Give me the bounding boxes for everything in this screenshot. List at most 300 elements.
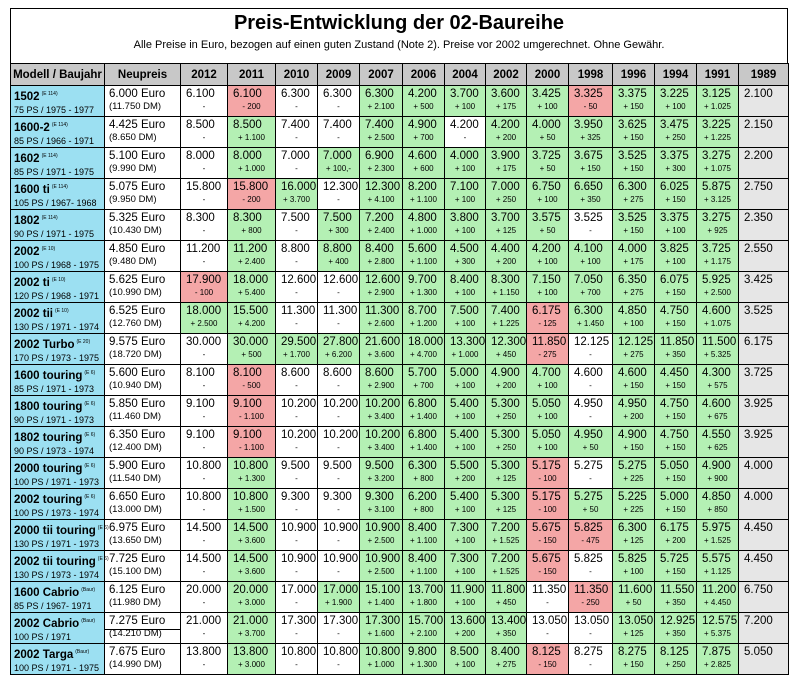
price-change: + 200 <box>495 381 517 390</box>
price-change: + 2.500 <box>367 567 395 576</box>
price-change: - <box>295 102 298 111</box>
price-change: - <box>202 381 206 390</box>
model-cell <box>11 644 105 675</box>
new-price-dm: (11.540 DM) <box>109 473 162 484</box>
price-value: 13.400 <box>491 615 527 627</box>
model-power-years: 90 PS / 1971 - 1973 <box>14 415 95 425</box>
price-value: 16.000 <box>281 181 317 193</box>
price-value: 4.450 <box>744 553 773 565</box>
model-code: (Baur) <box>81 587 96 593</box>
price-cell <box>486 303 527 334</box>
price-change: + 3.400 <box>367 412 395 421</box>
price-value: 4.500 <box>450 243 479 255</box>
price-value: 6.300 <box>323 88 352 100</box>
price-change: + 1.400 <box>410 412 437 421</box>
new-price-cell <box>105 179 181 210</box>
model-name <box>14 459 104 476</box>
price-value: 18.000 <box>186 305 222 317</box>
price-change: + 100 <box>665 102 686 111</box>
price-cell <box>181 582 228 613</box>
price-change: + 625 <box>707 443 728 452</box>
price-change: + 1.175 <box>704 257 731 266</box>
price-cell <box>318 396 360 427</box>
price-cell <box>527 489 569 520</box>
price-value: 5.275 <box>574 460 603 472</box>
price-value: 3.725 <box>532 150 561 162</box>
price-cell <box>697 334 739 365</box>
price-value: 6.300 <box>408 460 437 472</box>
price-cell <box>655 86 697 117</box>
column-header: 1998 <box>569 64 613 86</box>
price-change: - <box>295 567 298 576</box>
new-price-euro: 5.325 Euro <box>109 212 166 224</box>
price-cell <box>228 272 276 303</box>
price-change: + 50 <box>582 505 599 514</box>
price-cell <box>403 427 445 458</box>
new-price-cell <box>105 644 181 675</box>
price-cell <box>486 241 527 272</box>
new-price-dm: (9.480 DM) <box>109 256 157 267</box>
model-code: (E 6) <box>97 556 109 562</box>
price-cell <box>403 365 445 396</box>
model-name <box>14 614 104 631</box>
price-value: 4.000 <box>618 243 647 255</box>
price-change: - <box>295 505 298 514</box>
price-cell <box>276 582 318 613</box>
price-value: 6.800 <box>408 429 437 441</box>
price-value: 4.900 <box>702 460 731 472</box>
price-cell <box>569 458 613 489</box>
price-value: 5.300 <box>491 491 520 503</box>
price-value: 12.600 <box>323 274 359 286</box>
price-change: + 200 <box>495 133 517 142</box>
model-power-years: 105 PS / 1967- 1968 <box>14 198 97 208</box>
price-change: + 2.500 <box>367 536 395 545</box>
model-cell <box>11 458 105 489</box>
price-change: - <box>295 164 298 173</box>
price-change: - <box>589 226 592 235</box>
price-cell <box>527 427 569 458</box>
price-cell <box>318 272 360 303</box>
model-power-years: 90 PS / 1973 - 1974 <box>14 446 95 456</box>
price-change: - 500 <box>242 381 261 390</box>
price-value: 8.125 <box>532 646 561 658</box>
price-value: 13.600 <box>450 615 486 627</box>
price-change: + 500 <box>241 350 262 359</box>
model-name-text: 2000 touring <box>14 463 83 475</box>
price-value: 5.825 <box>574 522 603 534</box>
price-cell <box>360 613 403 644</box>
price-value: 3.700 <box>450 88 479 100</box>
price-change: + 200 <box>454 474 476 483</box>
price-value: 3.925 <box>744 429 773 441</box>
price-change: + 50 <box>625 598 642 607</box>
price-value: 15.800 <box>186 181 222 193</box>
price-change: + 100 <box>454 288 476 297</box>
price-change: + 150 <box>665 505 686 514</box>
price-change: + 150 <box>665 567 686 576</box>
price-change: - <box>202 536 206 545</box>
price-cell <box>360 334 403 365</box>
price-change: + 1.500 <box>238 505 265 514</box>
price-cell <box>697 613 739 644</box>
price-cell <box>318 644 360 675</box>
price-value: 8.500 <box>450 646 479 658</box>
new-price-euro: 9.575 Euro <box>109 336 166 348</box>
price-value: 3.425 <box>532 88 561 100</box>
price-change: - <box>295 443 298 452</box>
price-cell <box>739 613 789 644</box>
price-cell <box>739 179 789 210</box>
price-cell <box>360 303 403 334</box>
price-change: - <box>295 629 298 638</box>
price-value: 7.400 <box>365 119 394 131</box>
price-value: 8.400 <box>450 274 479 286</box>
price-value: 3.525 <box>618 150 647 162</box>
price-change: + 1.525 <box>704 536 731 545</box>
price-change: + 300 <box>328 226 349 235</box>
price-cell <box>360 489 403 520</box>
price-cell <box>527 613 569 644</box>
price-cell <box>613 644 655 675</box>
price-change: + 100 <box>537 381 558 390</box>
price-cell <box>486 210 527 241</box>
new-price-dm: (11.980 DM) <box>109 597 162 608</box>
price-value: 4.000 <box>532 119 561 131</box>
price-cell <box>569 396 613 427</box>
price-cell <box>181 551 228 582</box>
price-change: + 150 <box>665 319 686 328</box>
price-value: 5.600 <box>408 243 437 255</box>
price-change: + 50 <box>539 164 556 173</box>
model-name <box>14 645 104 662</box>
price-cell <box>486 520 527 551</box>
price-cell <box>445 241 486 272</box>
new-price-cell <box>105 303 181 334</box>
price-cell <box>569 582 613 613</box>
price-cell <box>360 582 403 613</box>
price-cell <box>527 644 569 675</box>
price-change: + 150 <box>623 102 644 111</box>
price-cell <box>228 644 276 675</box>
model-name-text: 1800 touring <box>14 401 83 413</box>
price-value: 3.575 <box>532 212 561 224</box>
price-change: + 100 <box>537 443 558 452</box>
price-change: + 125 <box>623 536 644 545</box>
price-cell <box>445 551 486 582</box>
price-value: 10.800 <box>365 646 401 658</box>
price-change: - <box>202 226 206 235</box>
price-cell <box>697 489 739 520</box>
price-cell <box>486 365 527 396</box>
price-change: - <box>589 567 592 576</box>
price-cell <box>527 365 569 396</box>
price-value: 11.850 <box>532 336 567 348</box>
model-name <box>14 552 109 569</box>
price-cell <box>360 241 403 272</box>
price-change: - <box>337 660 340 669</box>
price-cell <box>655 210 697 241</box>
price-cell <box>181 520 228 551</box>
price-change: - <box>337 567 340 576</box>
price-cell <box>527 272 569 303</box>
price-change: - <box>589 629 592 638</box>
price-change: - <box>546 598 549 607</box>
price-cell <box>739 210 789 241</box>
price-change: + 1.800 <box>410 598 437 607</box>
price-change: + 1.075 <box>704 319 731 328</box>
price-cell <box>360 551 403 582</box>
price-value: 9.100 <box>186 429 215 441</box>
price-cell <box>613 210 655 241</box>
price-value: 4.600 <box>618 367 647 379</box>
price-change: - 1.100 <box>239 443 264 452</box>
price-cell <box>527 458 569 489</box>
model-name <box>14 521 109 538</box>
price-change: + 800 <box>241 226 262 235</box>
price-change: - <box>202 350 206 359</box>
price-change: + 2.100 <box>410 629 437 638</box>
price-cell <box>228 241 276 272</box>
price-change: + 2.100 <box>367 102 395 111</box>
new-price-euro: 6.650 Euro <box>109 491 166 503</box>
price-cell <box>697 241 739 272</box>
price-change: - <box>295 319 298 328</box>
price-value: 3.600 <box>491 88 520 100</box>
price-change: + 1.900 <box>325 598 352 607</box>
price-value: 3.275 <box>702 150 731 162</box>
price-cell <box>228 365 276 396</box>
price-change: + 2.500 <box>704 288 731 297</box>
price-cell <box>613 458 655 489</box>
model-code: (E 114) <box>51 184 68 190</box>
price-value: 4.600 <box>574 367 603 379</box>
model-power-years: 100 PS / 1973 - 1974 <box>14 508 100 518</box>
price-cell <box>569 427 613 458</box>
price-change: + 2.900 <box>367 288 395 297</box>
new-price-euro: 5.900 Euro <box>109 460 166 472</box>
new-price-dm: (9.950 DM) <box>109 194 157 205</box>
price-change: - <box>202 412 206 421</box>
price-change: - <box>295 288 298 297</box>
model-name <box>14 118 104 135</box>
price-change: + 3.200 <box>367 474 395 483</box>
price-cell <box>276 520 318 551</box>
price-change: - <box>202 102 206 111</box>
price-value: 7.000 <box>323 150 352 162</box>
price-value: 4.000 <box>744 491 773 503</box>
new-price-dm: (9.990 DM) <box>109 163 157 174</box>
price-cell <box>527 179 569 210</box>
price-change: + 925 <box>707 226 728 235</box>
price-value: 4.900 <box>408 119 437 131</box>
price-value: 11.300 <box>323 305 358 317</box>
price-value: 15.700 <box>408 615 444 627</box>
price-cell <box>739 489 789 520</box>
price-cell <box>318 334 360 365</box>
price-change: - <box>295 381 298 390</box>
price-change: - <box>202 195 206 204</box>
price-cell <box>403 86 445 117</box>
price-cell <box>403 179 445 210</box>
model-power-years: 130 PS / 1971 - 1974 <box>14 322 100 332</box>
price-change: - <box>337 102 340 111</box>
price-cell <box>403 551 445 582</box>
price-cell <box>739 334 789 365</box>
price-value: 11.200 <box>186 243 221 255</box>
price-cell <box>613 334 655 365</box>
table-row <box>11 117 789 148</box>
price-value: 7.500 <box>323 212 352 224</box>
price-value: 5.575 <box>702 553 731 565</box>
price-change: + 350 <box>495 629 517 638</box>
price-value: 9.300 <box>365 491 394 503</box>
price-value: 6.300 <box>365 88 394 100</box>
price-value: 10.200 <box>323 429 359 441</box>
new-price-cell <box>105 489 181 520</box>
price-cell <box>739 458 789 489</box>
new-price-cell <box>105 241 181 272</box>
price-change: + 100 <box>537 288 558 297</box>
price-change: + 2.600 <box>367 319 395 328</box>
price-cell <box>445 427 486 458</box>
price-change: + 100 <box>623 319 644 328</box>
model-name-text: 2002 ti <box>14 277 50 289</box>
column-header: 2009 <box>318 64 360 86</box>
price-change: + 1.700 <box>283 350 310 359</box>
price-cell <box>318 613 360 644</box>
price-cell <box>569 117 613 148</box>
price-cell <box>655 427 697 458</box>
price-value: 10.200 <box>323 398 359 410</box>
price-value: 5.975 <box>702 522 731 534</box>
model-name-text: 1502 <box>14 91 40 103</box>
price-cell <box>181 365 228 396</box>
price-change: + 350 <box>665 598 686 607</box>
price-value: 8.500 <box>186 119 215 131</box>
new-price-cell <box>105 582 181 613</box>
price-change: + 250 <box>665 133 686 142</box>
price-change: + 500 <box>413 102 434 111</box>
price-change: - 150 <box>538 536 557 545</box>
price-cell <box>527 86 569 117</box>
price-cell <box>228 520 276 551</box>
price-change: - <box>202 567 206 576</box>
price-value: 10.900 <box>281 522 317 534</box>
price-change: + 275 <box>495 660 517 669</box>
price-change: + 150 <box>665 195 686 204</box>
price-value: 3.625 <box>618 119 647 131</box>
price-change: - <box>337 288 340 297</box>
model-code: (Baur) <box>81 618 96 624</box>
new-price-euro: 6.975 Euro <box>109 522 166 534</box>
model-power-years: 85 PS / 1971 - 1973 <box>14 384 95 394</box>
price-change: - <box>337 536 340 545</box>
price-change: + 250 <box>495 195 517 204</box>
price-change: - 250 <box>581 598 600 607</box>
price-value: 3.900 <box>491 150 520 162</box>
price-value: 4.900 <box>491 367 520 379</box>
price-change: + 150 <box>665 474 686 483</box>
price-cell <box>697 148 739 179</box>
price-cell <box>181 148 228 179</box>
price-change: + 100,- <box>325 164 352 173</box>
price-cell <box>527 582 569 613</box>
price-cell <box>655 334 697 365</box>
price-value: 8.400 <box>408 522 437 534</box>
price-value: 8.100 <box>233 367 262 379</box>
price-value: 7.200 <box>491 522 520 534</box>
new-price-euro: 6.350 Euro <box>109 429 166 441</box>
price-change: + 100 <box>537 195 558 204</box>
price-change: + 175 <box>495 102 517 111</box>
price-cell <box>276 241 318 272</box>
new-price-dm: (13.000 DM) <box>109 504 162 515</box>
price-value: 7.500 <box>450 305 479 317</box>
price-change: - <box>589 660 592 669</box>
price-cell <box>403 613 445 644</box>
price-value: 13.700 <box>408 584 444 596</box>
price-cell <box>276 210 318 241</box>
price-value: 10.200 <box>365 429 401 441</box>
price-value: 2.100 <box>744 88 773 100</box>
price-cell <box>569 179 613 210</box>
model-name <box>14 149 104 166</box>
price-value: 4.200 <box>450 119 479 131</box>
price-change: + 1.000 <box>367 660 395 669</box>
price-value: 14.500 <box>233 522 269 534</box>
price-cell <box>655 551 697 582</box>
price-cell <box>655 365 697 396</box>
price-cell <box>360 396 403 427</box>
model-power-years: 170 PS / 1973 - 1975 <box>14 353 100 363</box>
new-price-euro: 4.850 Euro <box>109 243 166 255</box>
price-value: 5.675 <box>532 522 561 534</box>
price-cell <box>276 272 318 303</box>
price-cell <box>445 365 486 396</box>
price-value: 18.000 <box>408 336 444 348</box>
price-change: + 1.100 <box>238 133 265 142</box>
price-value: 10.200 <box>281 398 317 410</box>
price-value: 13.050 <box>532 615 568 627</box>
new-price-dm: (10.940 DM) <box>109 380 162 391</box>
new-price-cell <box>105 272 181 303</box>
price-value: 9.500 <box>281 460 310 472</box>
price-change: - <box>202 164 206 173</box>
price-value: 5.825 <box>618 553 647 565</box>
price-value: 17.300 <box>281 615 317 627</box>
price-change: + 200 <box>454 629 476 638</box>
price-cell <box>486 613 527 644</box>
price-value: 8.400 <box>408 553 437 565</box>
price-value: 17.300 <box>365 615 401 627</box>
price-value: 6.175 <box>744 336 773 348</box>
new-price-cell <box>105 520 181 551</box>
price-change: + 2.800 <box>367 257 395 266</box>
model-code: (E 10) <box>51 277 66 283</box>
price-change: + 125 <box>495 226 517 235</box>
price-cell <box>228 489 276 520</box>
price-value: 27.800 <box>323 336 359 348</box>
model-code: (E 114) <box>41 215 58 221</box>
price-cell <box>655 520 697 551</box>
price-value: 8.200 <box>408 181 437 193</box>
column-header: 1991 <box>697 64 739 86</box>
price-value: 3.225 <box>702 119 731 131</box>
price-cell <box>403 644 445 675</box>
price-change: + 4.100 <box>367 195 395 204</box>
price-change: + 100 <box>454 505 476 514</box>
